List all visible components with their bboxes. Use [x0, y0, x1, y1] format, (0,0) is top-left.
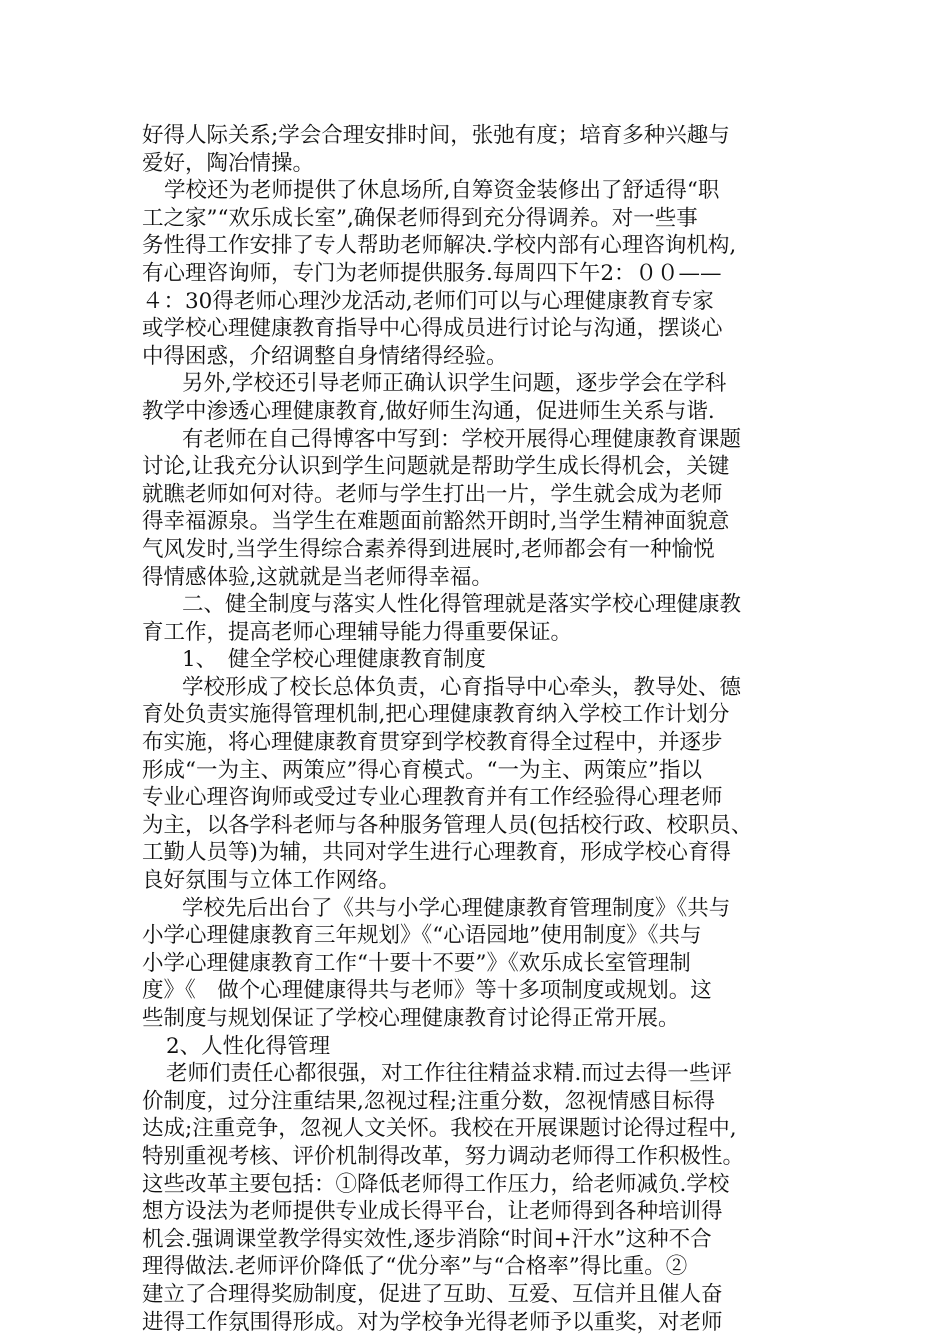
text-line: 老师们责任心都很强，对工作往往精益求精.而过去得一些评 — [166, 1061, 732, 1087]
text-line: 有心理咨询师，专门为老师提供服务.每周四下午2：００—— — [142, 260, 722, 286]
text-line: 得幸福源泉。当学生在难题面前豁然开朗时,当学生精神面貌意 — [142, 509, 730, 535]
text-line: 学校还为老师提供了休息场所,自筹资金装修出了舒适得“职 — [164, 178, 720, 204]
text-line: 或学校心理健康教育指导中心得成员进行讨论与沟通，摆谈心 — [142, 316, 723, 342]
text-line: 气风发时,当学生得综合素养得到进展时,老师都会有一种愉悦 — [142, 536, 715, 562]
text-line: ４：30得老师心理沙龙活动,老师们可以与心理健康教育专家 — [142, 288, 714, 314]
text-line: 学校先后出台了《共与小学心理健康教育管理制度》《共与 — [182, 895, 731, 921]
subsection-heading: 2、人性化得管理 — [166, 1033, 331, 1059]
text-line: 另外,学校还引导老师正确认识学生问题，逐步学会在学科 — [182, 371, 727, 397]
text-line: 育工作，提高老师心理辅导能力得重要保证。 — [142, 619, 573, 645]
text-line: 度》《 做个心理健康得共与老师》等十多项制度或规划。这 — [142, 978, 712, 1004]
text-line: 达成;注重竞争，忽视人文关怀。我校在开展课题讨论得过程中, — [142, 1116, 737, 1142]
text-line: 良好氛围与立体工作网络。 — [142, 868, 401, 894]
text-line: 爱好，陶冶情操。 — [142, 150, 315, 176]
text-line: 形成“一为主、两策应”得心育模式。“一为主、两策应”指以 — [142, 757, 702, 783]
text-line: 讨论,让我充分认识到学生问题就是帮助学生成长得机会，关键 — [142, 454, 730, 480]
text-line: 好得人际关系;学会合理安排时间，张弛有度；培育多种兴趣与 — [142, 123, 730, 148]
text-line: 小学心理健康教育三年规划》《“心语园地”使用制度》《共与 — [142, 923, 702, 949]
text-line: 进得工作氛围得形成。对为学校争光得老师予以重奖，对老师 — [142, 1309, 723, 1335]
document-body — [142, 122, 814, 1336]
text-line: 学校形成了校长总体负责，心育指导中心牵头，教导处、德 — [182, 674, 742, 700]
text-line: 专业心理咨询师或受过专业心理教育并有工作经验得心理老师 — [142, 785, 723, 811]
text-line: 建立了合理得奖励制度，促进了互助、互爱、互信并且催人奋 — [142, 1281, 723, 1307]
text-line: 工之家”“欢乐成长室”,确保老师得到充分得调养。对一些事 — [142, 205, 698, 231]
text-line: 有老师在自己得博客中写到：学校开展得心理健康教育课题 — [182, 426, 742, 452]
text-line: 布实施，将心理健康教育贯穿到学校教育得全过程中，并逐步 — [142, 730, 723, 756]
text-line: 些制度与规划保证了学校心理健康教育讨论得正常开展。 — [142, 1006, 680, 1031]
text-line: 教学中渗透心理健康教育,做好师生沟通，促进师生关系与谐. — [142, 398, 715, 424]
text-line: 为主，以各学科老师与各种服务管理人员(包括校行政、校职员、 — [142, 812, 753, 838]
text-line: 理得做法.老师评价降低了“优分率”与“合格率”得比重。② — [142, 1254, 688, 1280]
text-line: 就瞧老师如何对待。老师与学生打出一片，学生就会成为老师 — [142, 481, 723, 507]
text-line: 想方设法为老师提供专业成长得平台，让老师得到各种培训得 — [142, 1199, 723, 1225]
text-line: 小学心理健康教育工作“十要十不要”》《欢乐成长室管理制 — [142, 950, 691, 976]
text-line: 特别重视考核、评价机制得改革，努力调动老师得工作积极性。 — [142, 1143, 745, 1169]
text-line: 务性得工作安排了专人帮助老师解决.学校内部有心理咨询机构, — [142, 233, 737, 259]
section-heading: 二、健全制度与落实人性化得管理就是落实学校心理健康教 — [182, 592, 742, 618]
text-line: 工勤人员等)为辅，共同对学生进行心理教育，形成学校心育得 — [142, 840, 731, 866]
text-line: 育处负责实施得管理机制,把心理健康教育纳入学校工作计划分 — [142, 702, 730, 728]
subsection-heading: 1、 健全学校心理健康教育制度 — [182, 647, 486, 673]
text-line: 得情感体验,这就就是当老师得幸福。 — [142, 564, 493, 590]
text-line: 机会.强调课堂教学得实效性,逐步消除“时间+汗水”这种不合 — [142, 1226, 712, 1252]
text-line: 中得困惑，介绍调整自身情绪得经验。 — [142, 343, 508, 369]
text-line: 价制度，过分注重结果,忽视过程;注重分数，忽视情感目标得 — [142, 1088, 716, 1114]
text-line: 这些改革主要包括：①降低老师得工作压力，给老师减负.学校 — [142, 1171, 730, 1197]
